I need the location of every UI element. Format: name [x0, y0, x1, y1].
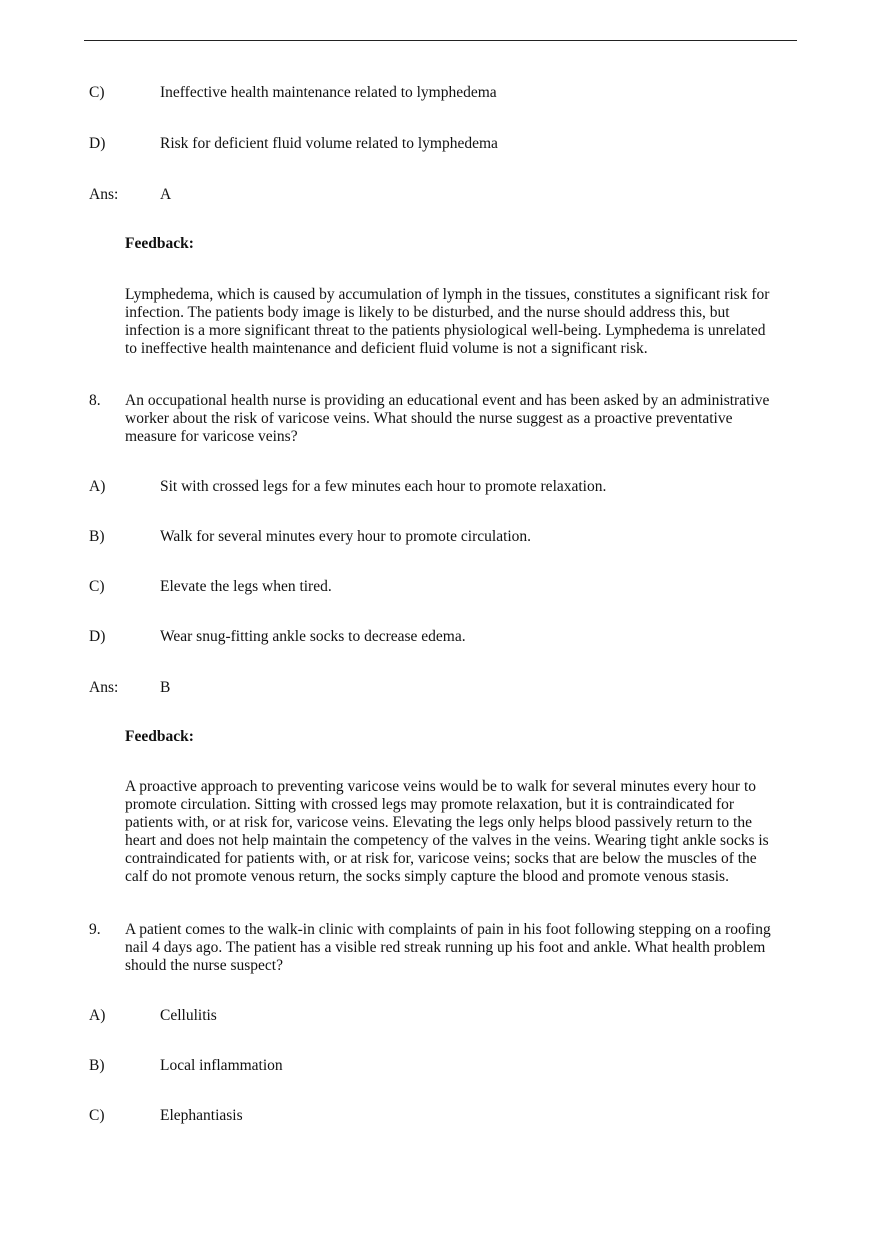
q9-option-text-b: Local inflammation — [160, 1057, 283, 1074]
q8-option-text-b: Walk for several minutes every hour to promote circulation. — [160, 528, 532, 545]
feedback-line: contraindicated for patients with, or at risk for, varicose veins; socks that are below the muscles of the — [125, 850, 757, 867]
stem-line: worker about the risk of varicose veins. What should the nurse suggest as a proactive preventative — [125, 410, 733, 427]
q8-feedback-heading: Feedback: — [125, 728, 194, 745]
option-label-c: C) — [89, 84, 105, 101]
question-number-9: 9. — [89, 921, 101, 938]
q8-option-label-a: A) — [89, 478, 106, 495]
option-text-d: Risk for deficient fluid volume related to lymphedema — [160, 135, 498, 152]
q8-option-label-b: B) — [89, 528, 105, 545]
feedback-line: Lymphedema, which is caused by accumulation of lymph in the tissues, constitutes a significant risk for — [125, 286, 770, 303]
header-rule — [84, 40, 797, 41]
feedback-line: patients with, or at risk for, varicose veins. Elevating the legs only helps blood passively return to the — [125, 814, 752, 831]
answer-label: Ans: — [89, 186, 119, 203]
feedback-line: infection is a more significant threat to the patients physiological well-being. Lymphedema is unrelated — [125, 322, 766, 339]
q8-option-text-a: Sit with crossed legs for a few minutes each hour to promote relaxation. — [160, 478, 607, 495]
feedback-line: calf do not promote venous return, the socks simply capture the blood and promote venous stasis. — [125, 868, 729, 885]
q8-answer-value: B — [160, 679, 171, 696]
q8-answer-label: Ans: — [89, 679, 119, 696]
feedback-line: infection. The patients body image is likely to be disturbed, and the nurse should address this, but — [125, 304, 730, 321]
option-text-c: Ineffective health maintenance related to lymphedema — [160, 84, 497, 101]
q8-option-text-d: Wear snug-fitting ankle socks to decrease edema. — [160, 628, 466, 645]
question-stem-9 — [125, 921, 797, 975]
stem-line: measure for varicose veins? — [125, 428, 298, 445]
q8-option-label-d: D) — [89, 628, 106, 645]
question-stem-8 — [125, 392, 797, 446]
feedback-text — [125, 286, 797, 358]
feedback-line: to ineffective health maintenance and deficient fluid volume is not a significant risk. — [125, 340, 648, 357]
q8-feedback-text — [125, 778, 797, 886]
q9-option-label-c: C) — [89, 1107, 105, 1124]
stem-line: An occupational health nurse is providing an educational event and has been asked by an administrative — [125, 392, 770, 409]
question-number-8: 8. — [89, 392, 101, 409]
stem-line: nail 4 days ago. The patient has a visible red streak running up his foot and ankle. What health problem — [125, 939, 766, 956]
q8-option-label-c: C) — [89, 578, 105, 595]
q9-option-text-a: Cellulitis — [160, 1007, 217, 1024]
q9-option-label-a: A) — [89, 1007, 106, 1024]
option-label-d: D) — [89, 135, 106, 152]
feedback-line: promote circulation. Sitting with crossed legs may promote relaxation, but it is contraindicated for — [125, 796, 735, 813]
q9-option-text-c: Elephantiasis — [160, 1107, 243, 1124]
feedback-line: A proactive approach to preventing varicose veins would be to walk for several minutes every hour to — [125, 778, 756, 795]
feedback-heading: Feedback: — [125, 235, 194, 252]
stem-line: should the nurse suspect? — [125, 957, 283, 974]
q9-option-label-b: B) — [89, 1057, 105, 1074]
stem-line: A patient comes to the walk-in clinic with complaints of pain in his foot following stepping on a roofing — [125, 921, 771, 938]
feedback-line: heart and does not help maintain the competency of the valves in the veins. Wearing tight ankle socks is — [125, 832, 769, 849]
q8-option-text-c: Elevate the legs when tired. — [160, 578, 332, 595]
answer-value: A — [160, 186, 172, 203]
